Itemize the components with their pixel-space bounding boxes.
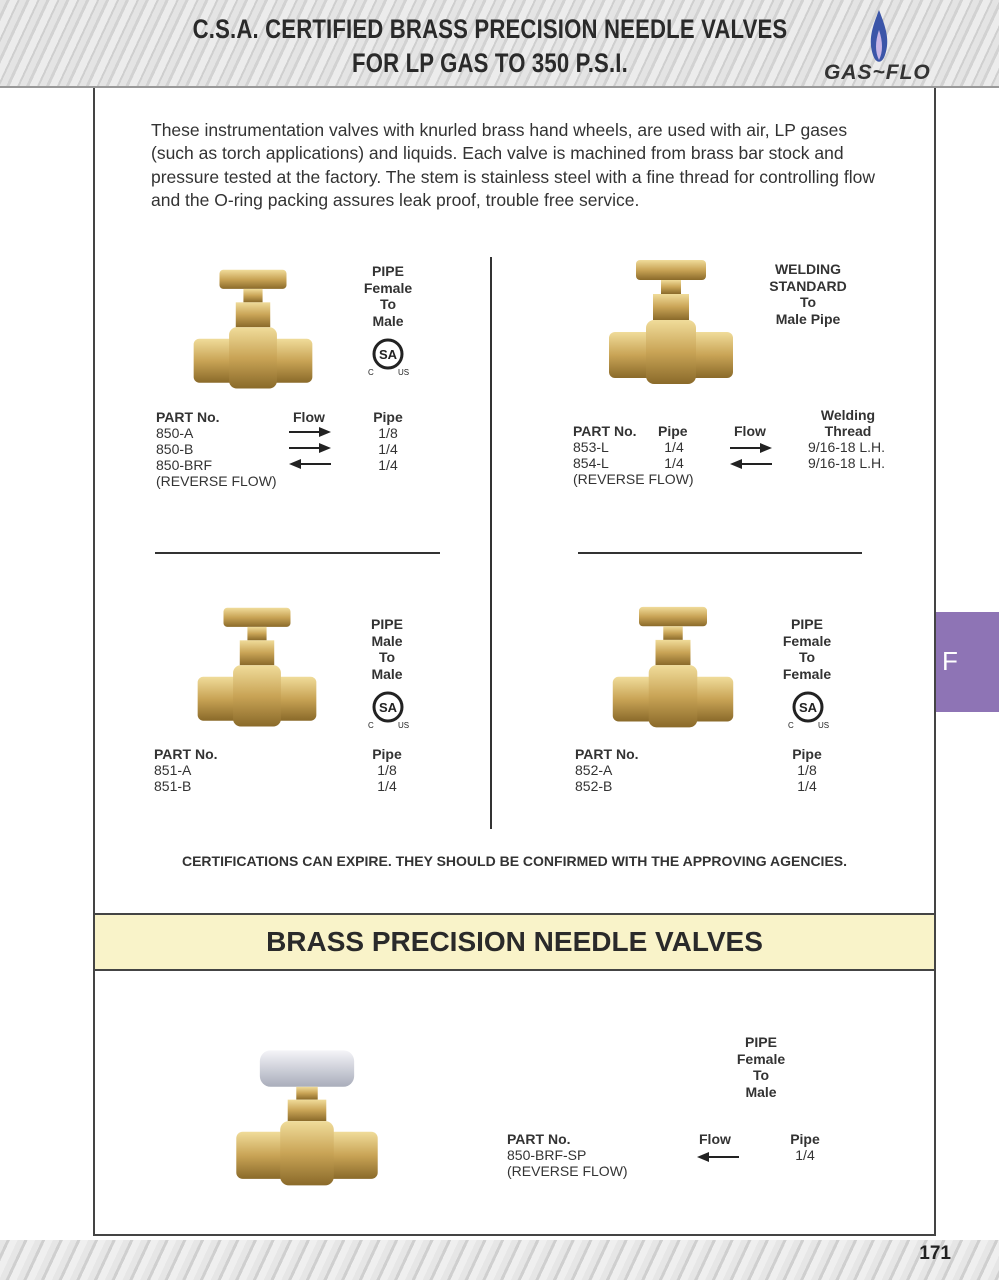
header-line: Welding <box>820 407 876 423</box>
thread-size: 9/16-18 L.H. <box>808 455 886 471</box>
csa-logo <box>366 337 410 377</box>
part-number: 850-BRF <box>156 457 213 473</box>
section-band <box>93 913 936 971</box>
arrow-right-icon <box>289 443 331 453</box>
header-flow: Flow <box>293 409 325 425</box>
header-part-no: PART No. <box>156 409 220 425</box>
section-title: BRASS PRECISION NEEDLE VALVES <box>266 926 763 957</box>
part-number: 852-B <box>575 778 613 794</box>
type-line: To <box>799 294 817 310</box>
pipe-size: 1/4 <box>378 457 398 473</box>
type-label-850-brf-sp <box>721 1034 801 1100</box>
type-line: To <box>798 649 816 665</box>
type-line: Female <box>782 632 832 649</box>
pipe-list-850 <box>368 425 408 473</box>
type-line: PIPE <box>371 616 403 632</box>
part-number: 850-BRF-SP <box>507 1147 587 1163</box>
certification-note: CERTIFICATIONS CAN EXPIRE. THEY SHOULD BE CONFIRMED WITH THE APPROVING AGENCIES. <box>181 853 848 869</box>
page-footer <box>0 1240 999 1280</box>
type-line: PIPE <box>791 616 823 632</box>
part-list-852 <box>575 762 612 794</box>
arrow-left-icon <box>697 1152 739 1162</box>
type-line: Male <box>745 1083 777 1100</box>
type-label-850 <box>348 263 428 329</box>
pipe-size: 1/4 <box>797 778 817 794</box>
logo-text: GAS~FLO <box>824 61 931 84</box>
csa-logo <box>366 690 410 730</box>
header-flow: Flow <box>699 1131 731 1147</box>
header-pipe: Pipe <box>372 746 402 762</box>
arrow-left-icon <box>289 459 331 469</box>
type-line: PIPE <box>745 1034 777 1050</box>
header-line: Thread <box>824 423 872 439</box>
header-part-no: PART No. <box>507 1131 571 1147</box>
page-title-line1: C.S.A. CERTIFIED BRASS PRECISION NEEDLE VALVES <box>192 14 788 44</box>
header-pipe: Pipe <box>792 746 822 762</box>
pipe-list-852 <box>787 762 827 794</box>
part-number: 852-A <box>575 762 613 778</box>
section-tab-f[interactable]: F <box>936 612 999 712</box>
part-number: 854-L <box>573 455 609 471</box>
thread-size: 9/16-18 L.H. <box>808 439 886 455</box>
intro-paragraph: These instrumentation valves with knurled brass hand wheels, are used with air, LP gases (such as torch applications) and liquids. Each valve is machined from brass bar stock and pressure tested at the factory. The stem is stainless steel with a fine thread for controlling flow and the O-ring packing assures leak proof, trouble free service. <box>151 120 876 210</box>
page-title-line2: FOR LP GAS TO 350 P.S.I. <box>352 48 628 78</box>
type-line: To <box>379 296 397 312</box>
pipe-list-851 <box>367 762 407 794</box>
type-line: Male Pipe <box>775 310 841 327</box>
part-list-850 <box>156 425 277 489</box>
valve-853-image <box>598 260 744 390</box>
type-line: PIPE <box>372 263 404 279</box>
thread-list-853 <box>808 439 885 471</box>
header-part-no: PART No. <box>573 423 637 439</box>
pipe-list-853 <box>658 439 690 471</box>
header-welding-thread <box>808 407 888 439</box>
valve-850-image <box>186 268 320 396</box>
page-number: 171 <box>919 1243 951 1264</box>
row-divider-left <box>155 552 440 554</box>
pipe-size: 1/8 <box>797 762 817 778</box>
arrow-right-icon <box>730 443 772 453</box>
type-line: Female <box>363 279 413 296</box>
part-list-851 <box>154 762 191 794</box>
pipe-size: 1/8 <box>378 425 398 441</box>
part-number: 851-A <box>154 762 192 778</box>
row-divider-right <box>578 552 862 554</box>
type-line: WELDING <box>774 261 842 277</box>
type-label-852 <box>767 616 847 682</box>
part-number: 850-A <box>156 425 194 441</box>
pipe-size: 1/4 <box>795 1147 815 1163</box>
type-line: Male <box>371 632 403 649</box>
part-list-850-brf-sp <box>507 1147 628 1179</box>
pipe-size: 1/4 <box>664 455 684 471</box>
valve-850-brf-sp-image <box>232 1050 382 1190</box>
header-part-no: PART No. <box>575 746 639 762</box>
type-line: To <box>752 1067 770 1083</box>
type-label-851 <box>347 616 427 682</box>
pipe-size: 1/4 <box>377 778 397 794</box>
flame-icon <box>868 10 890 65</box>
header-pipe: Pipe <box>373 409 403 425</box>
part-number: 853-L <box>573 439 609 455</box>
type-line: Female <box>736 1050 786 1067</box>
type-line: Male <box>372 312 404 329</box>
pipe-size: 1/4 <box>664 439 684 455</box>
part-note: (REVERSE FLOW) <box>156 473 277 489</box>
part-number: 850-B <box>156 441 194 457</box>
part-note: (REVERSE FLOW) <box>507 1163 628 1179</box>
header-flow: Flow <box>734 423 766 439</box>
pipe-size: 1/4 <box>378 441 398 457</box>
type-label-853 <box>758 261 858 327</box>
part-number: 851-B <box>154 778 192 794</box>
column-divider <box>490 257 492 829</box>
valve-851-image <box>190 606 324 734</box>
type-line: STANDARD <box>769 277 847 294</box>
pipe-size: 1/8 <box>377 762 397 778</box>
part-note: (REVERSE FLOW) <box>573 471 694 487</box>
header-pipe: Pipe <box>658 423 688 439</box>
valve-852-image <box>605 606 741 734</box>
header-part-no: PART No. <box>154 746 218 762</box>
arrow-left-icon <box>730 459 772 469</box>
type-line: To <box>378 649 396 665</box>
header-pipe: Pipe <box>790 1131 820 1147</box>
gas-flo-logo <box>820 10 940 85</box>
csa-logo <box>786 690 830 730</box>
type-line: Male <box>371 665 403 682</box>
type-line: Female <box>782 665 832 682</box>
arrow-right-icon <box>289 427 331 437</box>
